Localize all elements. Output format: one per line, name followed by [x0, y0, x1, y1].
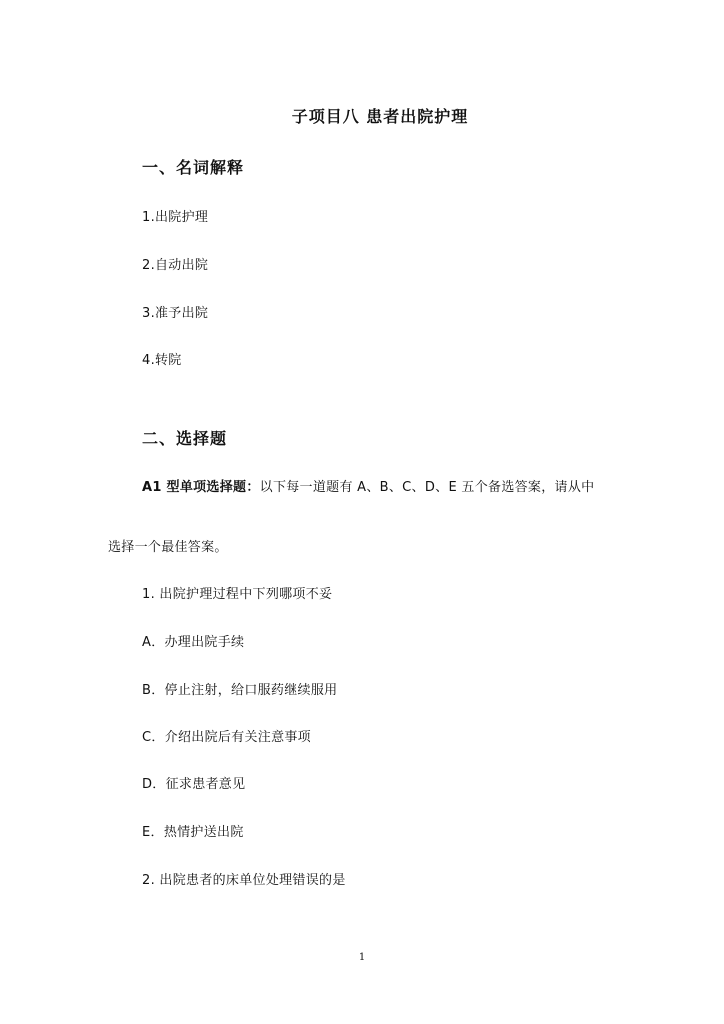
instruction-continuation: 选择一个最佳答案。: [108, 540, 228, 555]
section-heading-definitions: 一、名词解释: [142, 158, 245, 177]
question-stem: 2. 出院患者的床单位处理错误的是: [142, 873, 346, 888]
section-heading-multiple-choice: 二、选择题: [142, 429, 228, 448]
answer-option: C．介绍出院后有关注意事项: [142, 730, 311, 745]
document-title: 子项目八 患者出院护理: [291, 107, 469, 126]
answer-option: B．停止注射，给口服药继续服用: [142, 683, 338, 698]
page-number: 1: [358, 952, 366, 963]
instruction-label: A1 型单项选择题：: [142, 480, 260, 495]
definition-item: 1.出院护理: [142, 210, 209, 225]
instruction-text: 以下每一道题有 A、B、C、D、E 五个备选答案，请从中: [259, 480, 595, 495]
question-stem: 1. 出院护理过程中下列哪项不妥: [142, 587, 333, 602]
answer-option: A．办理出院手续: [142, 635, 245, 650]
definition-item: 3.准予出院: [142, 306, 209, 321]
definition-item: 2.自动出院: [142, 258, 209, 273]
answer-option: E．热情护送出院: [142, 825, 244, 840]
definition-item: 4.转院: [142, 353, 182, 368]
instruction-line: [142, 476, 594, 495]
answer-option: D．征求患者意见: [142, 777, 246, 792]
